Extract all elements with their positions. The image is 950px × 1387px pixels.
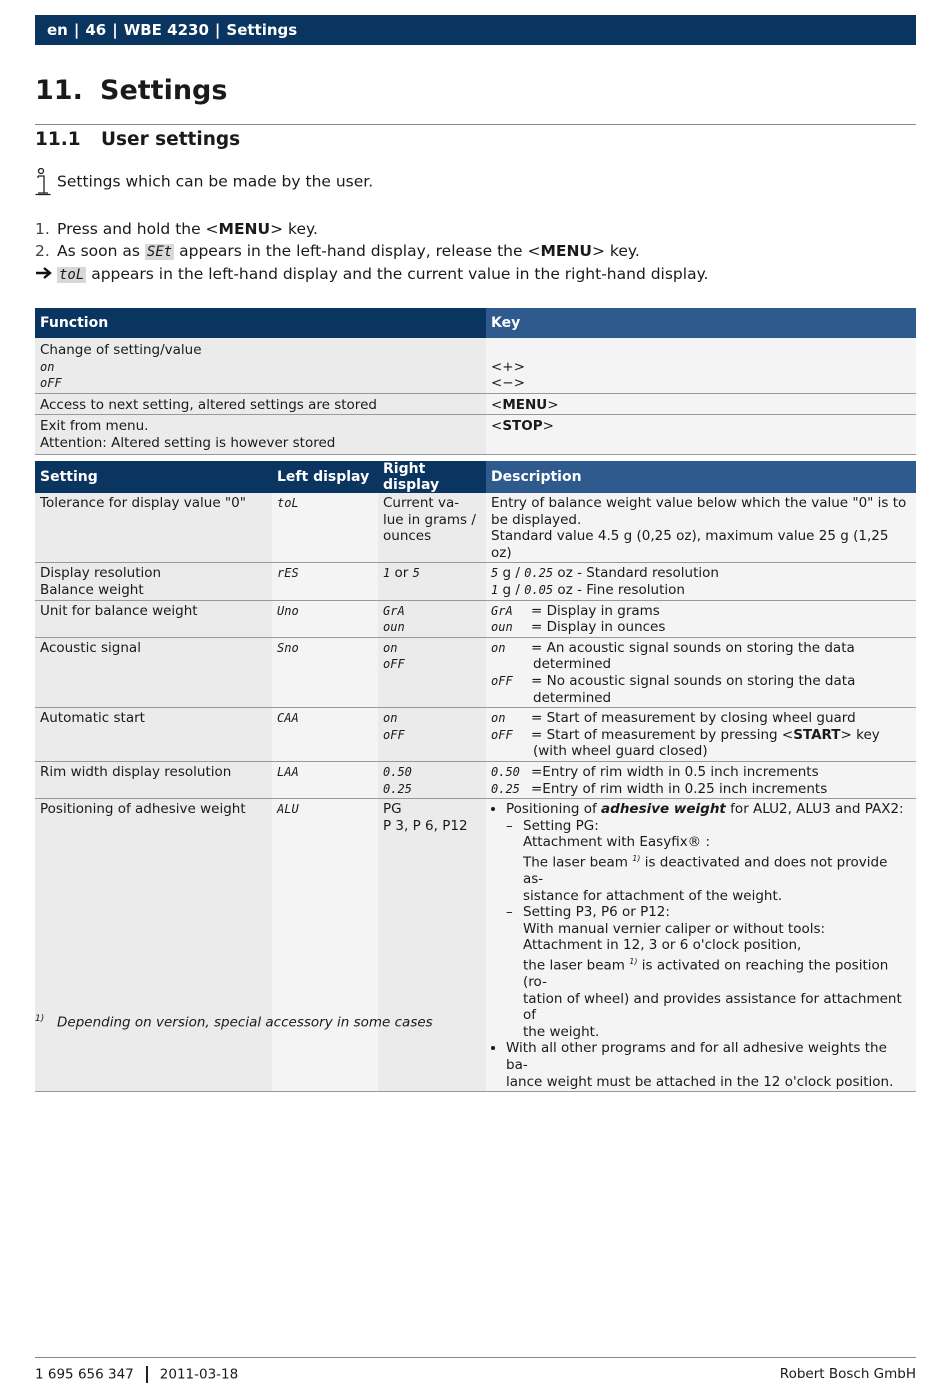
table-row: Automatic start CAA on oFF on = Start of measurement by closing wheel guard oFF = Start of measurement by pressing <START> key (with wheel guard closed) (35, 708, 916, 762)
table-row: Unit for balance weight Uno GrA oun GrA = Display in grams oun = Display in ounces (35, 600, 916, 637)
settings-table (35, 461, 916, 1092)
page-footer (35, 1366, 916, 1383)
table-row: Acoustic signal Sno on oFF on = An acoustic signal sounds on storing the data determined oFF = No acoustic signal sounds on storing the data determined (35, 637, 916, 707)
doc-date: 2011-03-18 (159, 1366, 239, 1383)
header-product: WBE 4230 (123, 21, 209, 39)
company-name: Robert Bosch GmbH (779, 1366, 916, 1382)
chapter-title: 11. Settings (35, 75, 228, 106)
divider (35, 124, 916, 125)
footnote: $^{1)}$ Depending on version, special accessory in some cases (35, 1014, 433, 1031)
arrow-right-icon (35, 263, 57, 285)
col-header-setting: Setting (35, 461, 272, 493)
table-row: Display resolution Balance weight rES 1 or 5 5 g / 0.25 oz - Standard resolution 1 g / 0.05 oz - Fine resolution (35, 563, 916, 600)
info-icon (35, 168, 51, 196)
table-row: Tolerance for display value "0" toL Current va- lue in grams / ounces Entry of balance weight value below which the value "0" is to be displayed. Standard value 4.5 g (0,25 oz), maximum value 25 g (1,25 oz) (35, 493, 916, 563)
header-section: Settings (226, 21, 298, 39)
table-row: Exit from menu. Attention: Altered setting is however stored <STOP> (35, 415, 916, 454)
doc-number: 1 695 656 347 (35, 1366, 134, 1383)
instruction-steps (35, 218, 708, 286)
table-row: Change of setting/value on oFF <+> <−> (35, 338, 916, 393)
col-header-key: Key (486, 308, 916, 338)
step-result: toL appears in the left-hand display and the current value in the right-hand display. (35, 263, 708, 286)
page-header: en | 46 | WBE 4230 | Settings (35, 15, 916, 45)
info-text: Settings which can be made by the user. (57, 172, 374, 191)
col-header-function: Function (35, 308, 486, 338)
col-header-description: Description (486, 461, 916, 493)
col-header-left-display: Left display (272, 461, 378, 493)
step-1: 1. Press and hold the <MENU> key. (35, 220, 318, 238)
table-row: Positioning of adhesive weight ALU PG P 3, P 6, P12 • Positioning of adhesive weight for ALU2, ALU3 and PAX2: – Setting PG: Attachment with Easyfix® : The laser beam $^{1)}$ is deactivated and does not provide as- sistance for attachment of the weight. – Setting P3, P6 or P12: With manual vernier caliper or without tools: Attachment in 12, 3 or 6 o'clock position, the laser beam $^{1)}$ is activated on reaching the position (ro- tation of wheel) and provides assistance for attachment of the weight. • With all other programs and for all adhesive weights the ba- lance weight must be attached in the 12 o'clock position. (35, 799, 916, 1092)
header-lang: en (47, 21, 68, 39)
col-header-right-display: Right display (378, 461, 486, 493)
table-row: Rim width display resolution LAA 0.50 0.25 0.50 =Entry of rim width in 0.5 inch increments 0.25 =Entry of rim width in 0.25 inch increments (35, 761, 916, 798)
header-page: 46 (85, 21, 107, 39)
section-title: 11.1 User settings (35, 129, 241, 150)
info-note (35, 168, 373, 196)
footer-divider (35, 1357, 916, 1358)
function-key-table (35, 308, 916, 455)
table-row: Access to next setting, altered settings are stored <MENU> (35, 393, 916, 415)
step-2: 2. As soon as SEt appears in the left-hand display, release the <MENU> key. (35, 242, 640, 260)
